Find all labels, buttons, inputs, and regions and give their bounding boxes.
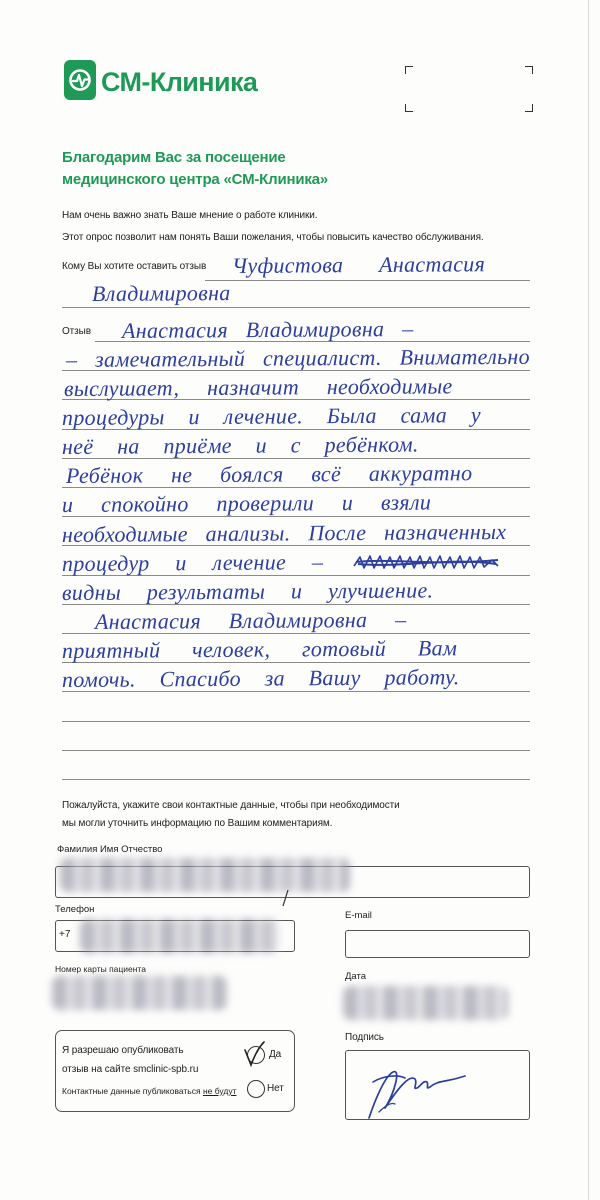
writing-line bbox=[62, 779, 530, 780]
review-handwriting-line: Анастасия Владимировна – bbox=[94, 606, 407, 634]
email-label: E-mail bbox=[345, 910, 372, 921]
phone-prefix: +7 bbox=[59, 929, 71, 940]
contacts-prompt-line-1: Пожалуйста, укажите свои контактные данные, чтобы при необходимости bbox=[62, 800, 400, 811]
review-handwriting-line: приятный человек, готовый Вам bbox=[61, 635, 458, 663]
phone-label: Телефон bbox=[55, 904, 95, 915]
pen-mark bbox=[280, 888, 292, 908]
radio-no-label: Нет bbox=[267, 1083, 284, 1094]
review-handwriting-line: видны результаты и улучшение. bbox=[61, 577, 434, 605]
consent-note bbox=[62, 1086, 237, 1096]
contacts-prompt-line-2: мы могли уточнить информацию по Вашим комментариям. bbox=[62, 818, 333, 829]
crop-mark-bottom-right bbox=[525, 104, 533, 112]
review-handwriting-line: необходимые анализы. После назначенных bbox=[61, 518, 507, 547]
date-label: Дата bbox=[345, 971, 367, 982]
review-handwriting-line: процедуры и лечение. Была сама у bbox=[61, 402, 481, 430]
review-handwriting-line: Анастасия Владимировна – bbox=[121, 315, 414, 343]
heart-pulse-icon bbox=[64, 60, 96, 100]
review-handwriting-line: выслушает, назначит необходимые bbox=[63, 373, 453, 401]
review-handwriting-line: процедур и лечение – bbox=[61, 549, 324, 576]
consent-note-prefix: Контактные данные публиковаться bbox=[62, 1086, 201, 1096]
handwritten-check-icon bbox=[238, 1038, 270, 1070]
email-field bbox=[345, 930, 530, 958]
writing-line bbox=[62, 721, 530, 722]
recipient-line-1 bbox=[205, 280, 530, 281]
writing-line bbox=[62, 750, 530, 751]
review-handwriting-line: Ребёнок не боялся всё аккуратно bbox=[65, 460, 473, 488]
crop-mark-top-right bbox=[525, 66, 533, 74]
signature-label: Подпись bbox=[345, 1032, 384, 1043]
name-label: Фамилия Имя Отчество bbox=[57, 844, 163, 855]
radio-yes-label: Да bbox=[269, 1049, 282, 1060]
consent-line-1: Я разрешаю опубликовать bbox=[62, 1045, 184, 1056]
redacted-date-value bbox=[343, 986, 508, 1020]
recipient-label: Кому Вы хотите оставить отзыв bbox=[62, 261, 207, 272]
intro-line-1: Нам очень важно знать Ваше мнение о работе клиники. bbox=[62, 210, 318, 221]
redacted-card-value bbox=[52, 976, 227, 1010]
intro-line-2: Этот опрос позволит нам понять Ваши пожелания, чтобы повысить качество обслуживания. bbox=[62, 232, 484, 243]
page-title bbox=[62, 147, 328, 191]
recipient-handwriting-1: Чуфистова Анастасия bbox=[231, 251, 486, 278]
card-label: Номер карты пациента bbox=[55, 964, 146, 974]
review-handwriting-line: – замечательный специалист. Внимательно bbox=[65, 343, 530, 372]
crop-mark-top-left bbox=[405, 66, 413, 74]
handwritten-signature bbox=[355, 1052, 470, 1124]
title-line-2: медицинского центра «СМ-Клиника» bbox=[62, 171, 328, 188]
redacted-name-value bbox=[60, 858, 350, 892]
review-handwriting-line: и спокойно проверили и взяли bbox=[61, 489, 432, 517]
scan-edge bbox=[588, 0, 589, 1200]
redacted-phone-value bbox=[80, 919, 280, 953]
title-line-1: Благодарим Вас за посещение bbox=[62, 149, 286, 166]
radio-no bbox=[247, 1080, 265, 1098]
consent-line-2: отзыв на сайте smclinic-spb.ru bbox=[62, 1064, 199, 1075]
consent-note-emphasis: не будут bbox=[202, 1086, 237, 1096]
crop-mark-bottom-left bbox=[405, 104, 413, 112]
logo-text: СМ-Клиника bbox=[101, 67, 258, 97]
review-label: Отзыв bbox=[62, 326, 91, 337]
contacts-prompt bbox=[62, 797, 400, 833]
intro-text bbox=[62, 205, 484, 249]
review-handwriting-line: помочь. Спасибо за Вашу работу. bbox=[61, 664, 460, 692]
recipient-handwriting-2: Владимировна bbox=[91, 280, 231, 306]
review-handwriting-line: неё на приёме и с ребёнком. bbox=[61, 431, 419, 459]
crossed-out-scribble bbox=[352, 548, 502, 576]
